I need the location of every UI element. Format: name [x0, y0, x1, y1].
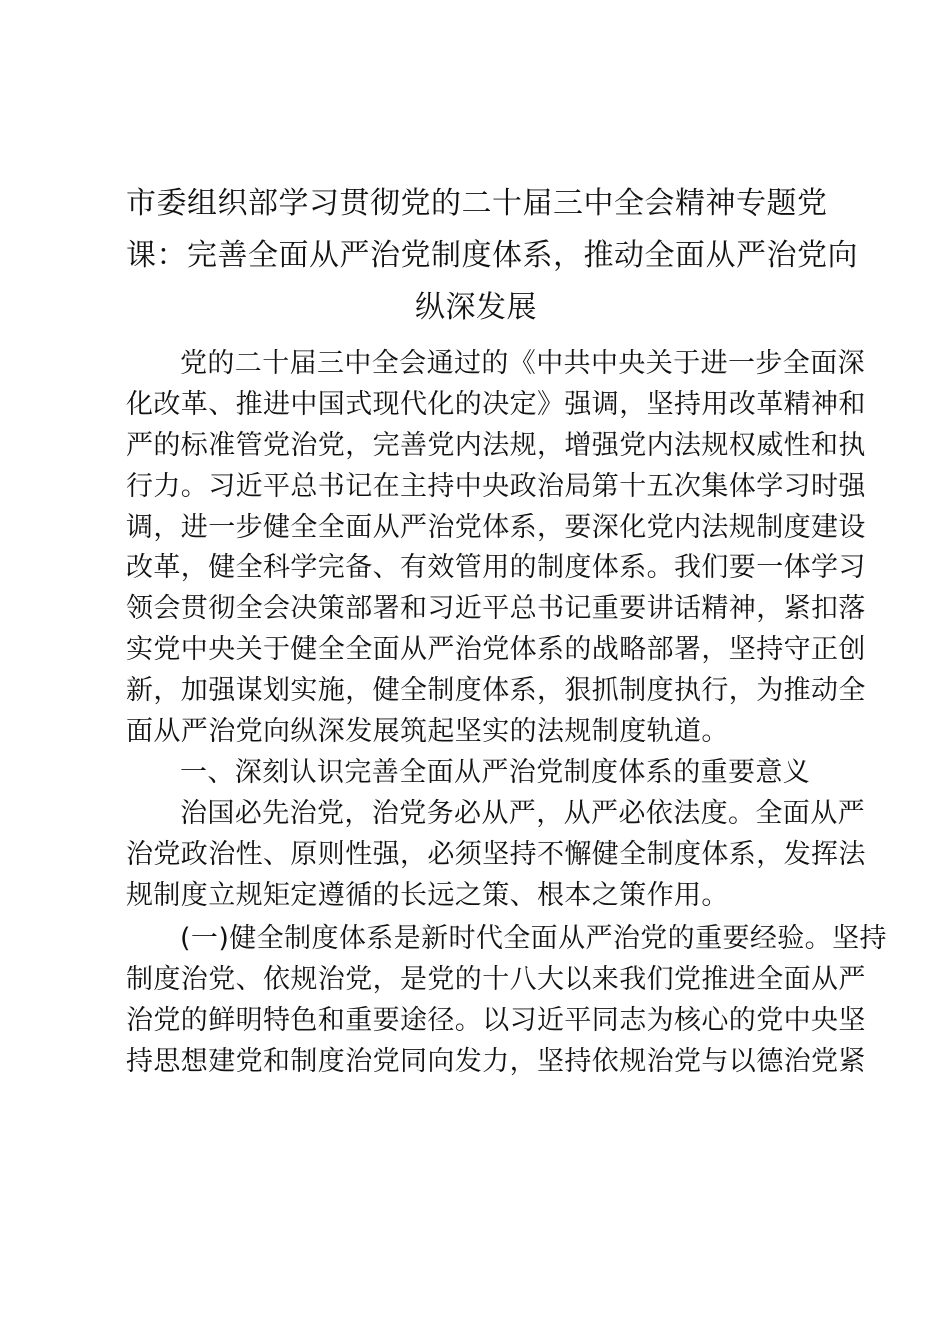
text-line: 领会贯彻全会决策部署和习近平总书记重要讲话精神，紧扣落 [126, 593, 866, 625]
text-line: 治国必先治党，治党务必从严，从严必依法度。全面从严 [180, 797, 865, 829]
text-line: 治党政治性、原则性强，必须坚持不懈健全制度体系，发挥法 [126, 838, 866, 870]
text-line: 治党的鲜明特色和重要途径。以习近平同志为核心的党中央坚 [126, 1005, 866, 1037]
text-line: 持思想建党和制度治党同向发力，坚持依规治党与以德治党紧 [126, 1046, 866, 1078]
text-line: 面从严治党向纵深发展筑起坚实的法规制度轨道。 [126, 716, 729, 748]
document-body [126, 344, 887, 1083]
text-line: 行力。习近平总书记在主持中央政治局第十五次集体学习时强 [126, 470, 866, 502]
title-line: 纵深发展 [415, 290, 537, 325]
paragraph-intro [126, 344, 866, 753]
section-heading [126, 753, 826, 794]
text-line: (一)健全制度体系是新时代全面从严治党的重要经验。坚持 [180, 923, 887, 955]
title-line: 市委组织部学习贯彻党的二十届三中全会精神专题党 [126, 186, 828, 221]
heading-line: 一、深刻认识完善全面从严治党制度体系的重要意义 [180, 756, 811, 788]
paragraph-section-intro [126, 794, 866, 917]
text-line: 党的二十届三中全会通过的《中共中央关于进一步全面深 [180, 348, 865, 379]
text-line: 制度治党、依规治党，是党的十八大以来我们党推进全面从严 [126, 964, 866, 996]
paragraph-subsection-1 [126, 919, 887, 1083]
text-line: 实党中央关于健全全面从严治党体系的战略部署，坚持守正创 [126, 634, 866, 666]
text-line: 改革，健全科学完备、有效管用的制度体系。我们要一体学习 [126, 552, 866, 584]
title-line: 课：完善全面从严治党制度体系，推动全面从严治党向 [126, 238, 858, 273]
text-line: 化改革、推进中国式现代化的决定》强调，坚持用改革精神和 [126, 388, 866, 420]
document-title [126, 178, 858, 334]
text-line: 调，进一步健全全面从严治党体系，要深化党内法规制度建设 [126, 511, 866, 543]
text-line: 严的标准管党治党，完善党内法规，增强党内法规权威性和执 [126, 429, 866, 461]
text-line: 规制度立规矩定遵循的长远之策、根本之策作用。 [126, 879, 729, 911]
text-line: 新，加强谋划实施，健全制度体系，狠抓制度执行，为推动全 [126, 675, 866, 707]
